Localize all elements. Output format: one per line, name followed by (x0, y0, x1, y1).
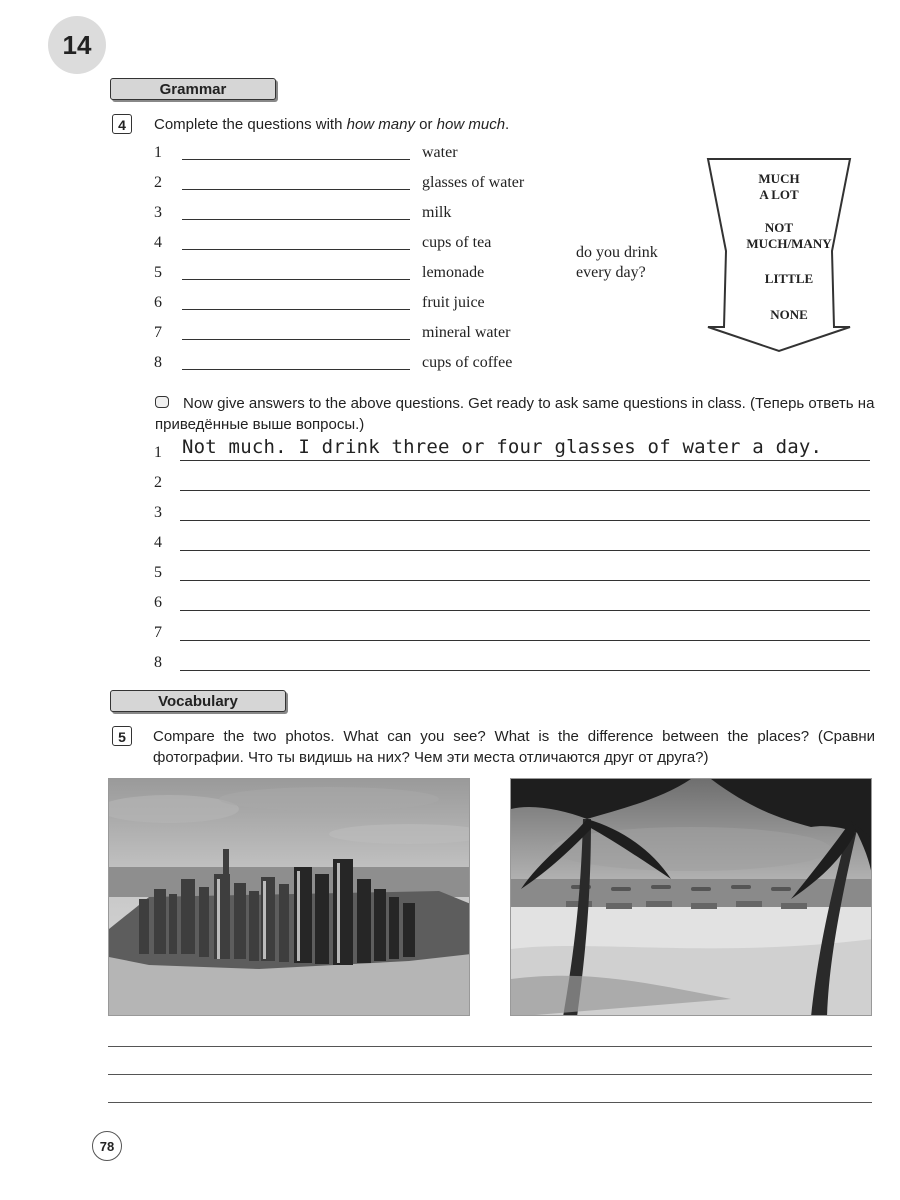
question-number: 4 (154, 234, 162, 251)
answer-blank[interactable] (182, 339, 410, 340)
answer-number: 5 (154, 564, 162, 581)
writing-line[interactable] (108, 1102, 872, 1103)
beach-photo (510, 778, 872, 1016)
answer-number: 4 (154, 534, 162, 551)
exercise-5-instruction: Compare the two photos. What can you see? What is the difference between the places? (Сравни фотографии. Что ты видишь на них? Чем эти места отличаются друг от друга?) (153, 728, 875, 766)
answer-number: 2 (154, 474, 162, 491)
city-photo (108, 778, 470, 1016)
question-word: milk (422, 204, 452, 221)
answer-line[interactable] (180, 520, 870, 521)
scale-label-much: MUCH (758, 171, 800, 186)
question-number: 2 (154, 174, 162, 191)
question-word: fruit juice (422, 294, 485, 311)
question-word: cups of tea (422, 234, 492, 251)
question-word: lemonade (422, 264, 485, 281)
answer-blank[interactable] (182, 249, 410, 250)
question-number: 8 (154, 354, 162, 371)
answer-number: 8 (154, 654, 162, 671)
writing-line[interactable] (108, 1074, 872, 1075)
answer-blank[interactable] (182, 189, 410, 190)
question-number: 3 (154, 204, 162, 221)
answer-blank[interactable] (182, 159, 410, 160)
question-word: water (422, 144, 458, 161)
answer-number: 7 (154, 624, 162, 641)
exercise-4-number: 4 (112, 114, 132, 134)
handwritten-answer: Not much. I drink three or four glasses of water a day. (182, 436, 823, 458)
answer-number: 6 (154, 594, 162, 611)
exercise-4-instruction: Complete the questions with how many or how much. (154, 116, 510, 133)
answer-number: 1 (154, 444, 162, 461)
question-word: glasses of water (422, 174, 525, 191)
answer-line[interactable] (180, 550, 870, 551)
answer-blank[interactable] (182, 279, 410, 280)
side-question-line2: every day? (576, 264, 646, 281)
scale-label-much-many: MUCH/MANY (746, 236, 832, 251)
side-question (576, 243, 696, 283)
answer-line[interactable] (180, 460, 870, 461)
question-number: 6 (154, 294, 162, 311)
palm-beach-icon (511, 779, 872, 1016)
question-number: 5 (154, 264, 162, 281)
exercise-5-number: 5 (112, 726, 132, 746)
answer-line[interactable] (180, 610, 870, 611)
scale-label-little: LITTLE (764, 271, 814, 286)
vocabulary-section-tab: Vocabulary (110, 690, 286, 712)
question-number: 7 (154, 324, 162, 341)
answer-blank[interactable] (182, 309, 410, 310)
answer-line[interactable] (180, 490, 870, 491)
question-word: mineral water (422, 324, 511, 341)
answer-line[interactable] (180, 640, 870, 641)
answer-blank[interactable] (182, 369, 410, 370)
answer-line[interactable] (180, 580, 870, 581)
scale-label-not: NOT (764, 220, 794, 235)
scale-label-a-lot: A LOT (759, 187, 799, 202)
grammar-section-tab: Grammar (110, 78, 276, 100)
side-question-line1: do you drink (576, 244, 658, 261)
city-skyline-icon (109, 779, 470, 1016)
unit-number-badge: 14 (48, 16, 106, 74)
writing-line[interactable] (108, 1046, 872, 1047)
question-word: cups of coffee (422, 354, 513, 371)
answer-line[interactable] (180, 670, 870, 671)
answers-instruction: Now give answers to the above questions. Get ready to ask same questions in class. (Теперь ответь на приведённые выше вопросы.) (155, 395, 875, 433)
page-number: 78 (92, 1131, 122, 1161)
answer-blank[interactable] (182, 219, 410, 220)
question-number: 1 (154, 144, 162, 161)
answer-number: 3 (154, 504, 162, 521)
scale-label-none: NONE (770, 307, 808, 322)
